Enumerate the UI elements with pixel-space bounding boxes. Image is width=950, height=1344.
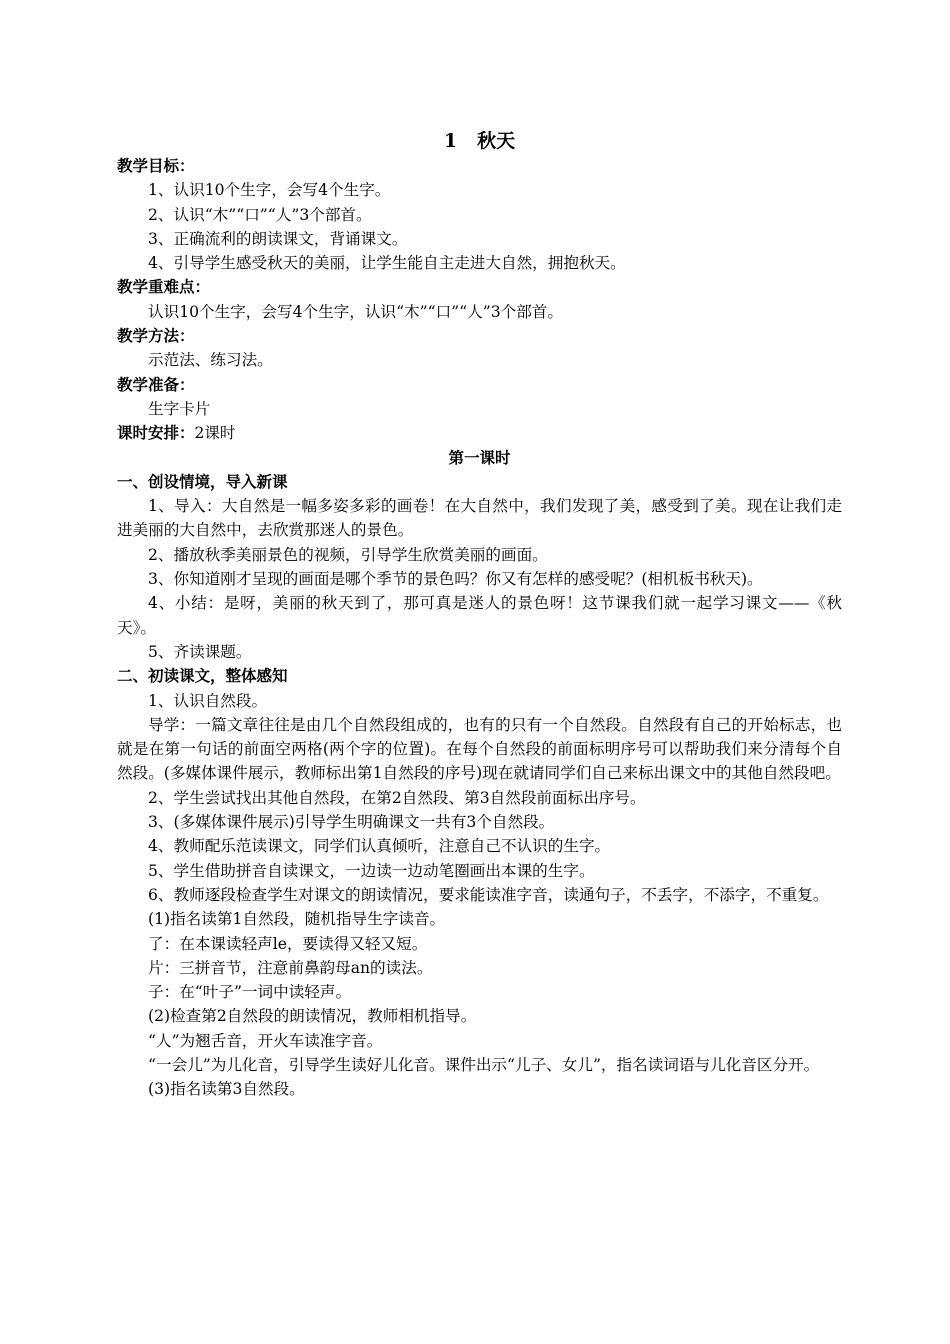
paragraph: 了：在本课读轻声le，要读得又轻又短。: [148, 934, 428, 953]
paragraph: 导学：一篇文章往往是由几个自然段组成的，也有的只有一个自然段。自然段有自己的开始标志，也就是在第一句话的前面空两格(两个字的位置)。在每个自然段的前面标明序号可以帮助我们来分清每个自然段。(多媒体课件展示，教师标出第1自然段的序号)现在就请同学们自己来标出课文中的其他自然段吧。: [117, 715, 842, 783]
lesson-heading: 第一课时: [448, 448, 511, 467]
section-heading: 一、创设情境，导入新课: [117, 472, 288, 491]
paragraph: (2)检查第2自然段的朗读情况，教师相机指导。: [148, 1007, 477, 1026]
paragraph: 3、你知道刚才呈现的画面是哪个季节的景色吗？你又有怎样的感受呢？(相机板书秋天)。: [148, 570, 763, 589]
objective-item: 1、认识10个生字，会写4个生字。: [148, 181, 391, 200]
section-heading: 二、初读课文，整体感知: [117, 667, 288, 686]
title-number: 1: [443, 130, 458, 152]
paragraph: 2、学生尝试找出其他自然段，在第2自然段、第3自然段前面标出序号。: [148, 788, 646, 807]
objective-item: 2、认识“木”“口”“人”3个部首。: [148, 205, 372, 224]
objective-item: 4、引导学生感受秋天的美丽，让学生能自主走进大自然，拥抱秋天。: [148, 254, 626, 273]
paragraph: 5、学生借助拼音自读课文，一边读一边动笔圈画出本课的生字。: [148, 861, 595, 880]
paragraph: (1)指名读第1自然段，随机指导生字读音。: [148, 910, 446, 929]
paragraph: 5、齐读课题。: [148, 642, 252, 661]
objective-item: 3、正确流利的朗读课文，背诵课文。: [148, 229, 408, 248]
preparation-text: 生字卡片: [148, 399, 211, 418]
key-points-text: 认识10个生字，会写4个生字，认识“木”“口”“人”3个部首。: [148, 302, 563, 321]
paragraph: 2、播放秋季美丽景色的视频，引导学生欣赏美丽的画面。: [148, 545, 548, 564]
paragraph: 6、教师逐段检查学生对课文的朗读情况，要求能读准字音，读通句子，不丢字，不添字，不重复。: [148, 885, 829, 904]
paragraph: 4、教师配乐范读课文，同学们认真倾听，注意自己不认识的生字。: [148, 837, 611, 856]
paragraph: 1、导入：大自然是一幅多姿多彩的画卷！在大自然中，我们发现了美，感受到了美。现在让我们走进美丽的大自然中，去欣赏那迷人的景色。: [117, 497, 842, 540]
paragraph: 片：三拼音节，注意前鼻韵母an的读法。: [148, 958, 433, 977]
paragraph: “一会儿”为儿化音，引导学生读好儿化音。课件出示“儿子、女儿”，指名读词语与儿化音区分开。: [148, 1055, 820, 1074]
key-points-heading: 教学重难点：: [117, 278, 211, 297]
paragraph: “人”为翘舌音，开火车读准字音。: [148, 1031, 383, 1050]
methods-text: 示范法、练习法。: [148, 351, 273, 370]
schedule-line: [117, 421, 842, 445]
schedule-heading: 课时安排：: [117, 424, 195, 443]
page-title: [117, 128, 842, 154]
paragraph: 子：在“叶子”一词中读轻声。: [148, 983, 352, 1002]
schedule-value: 2课时: [194, 424, 236, 443]
title-text: 秋天: [477, 130, 516, 152]
lesson-plan-document: [117, 128, 842, 1102]
objectives-heading: 教学目标：: [117, 157, 195, 175]
preparation-heading: 教学准备：: [117, 375, 195, 394]
methods-heading: 教学方法：: [117, 327, 195, 346]
paragraph: 1、认识自然段。: [148, 691, 268, 710]
paragraph: 3、(多媒体课件展示)引导学生明确课文一共有3个自然段。: [148, 813, 555, 832]
paragraph: 4、小结：是呀，美丽的秋天到了，那可真是迷人的景色呀！这节课我们就一起学习课文——《秋天》。: [117, 594, 842, 637]
paragraph: (3)指名读第3自然段。: [148, 1080, 305, 1099]
